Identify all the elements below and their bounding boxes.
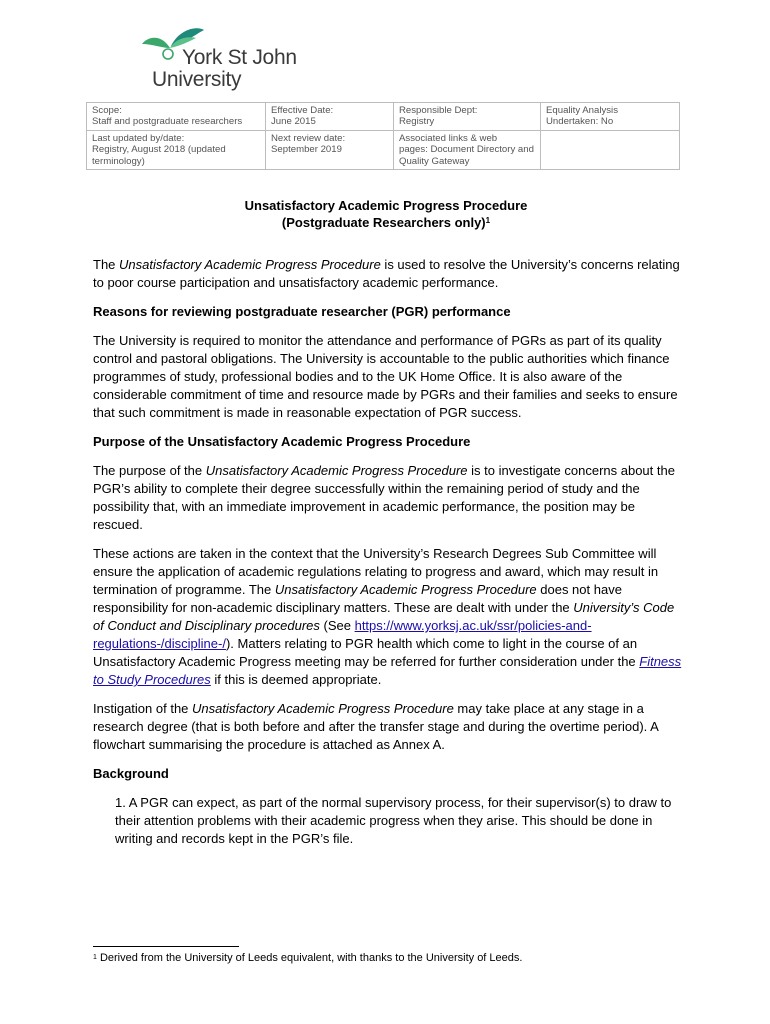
next-review-cell: [266, 130, 394, 169]
responsible-dept-cell: [394, 103, 541, 131]
empty-cell: [541, 130, 680, 169]
intro-emphasis: Unsatisfactory Academic Progress Procedure: [119, 257, 381, 272]
context-text-4: ). Matters relating to PGR health which come to light in the course of an Unsatisfactory Academic Progress meeting may be referred for further consideration under the: [93, 636, 640, 669]
associated-links-cell: [394, 130, 541, 169]
reasons-paragraph: The University is required to monitor the attendance and performance of PGRs as part of its quality control and pastoral obligations. The University is accountable to the public authorities which finance programmes of study, professional bodies and to the UK Home Office. It is also aware of the considerable commitment of time and resource made by PGRs and their families and seeks to ensure that such commitment is made in reasonable expectation of PGR success.: [93, 333, 678, 420]
scope-cell: [87, 103, 266, 131]
instigation-text-1: Instigation of the: [93, 701, 193, 716]
fitness-to-study-link-text: Fitness to Study Procedures: [93, 654, 682, 687]
instigation-text-2: may take place at any stage in a research degree (that is both before and after the transfer stage and during the overtime period). A flowchart summarising the procedure is attached as Annex A.: [93, 701, 659, 752]
effective-date-label: Effective Date:: [271, 105, 334, 116]
equality-analysis-value: Undertaken: No: [546, 116, 614, 128]
last-updated-cell: [87, 130, 266, 169]
responsible-dept-value: Registry: [399, 116, 435, 128]
next-review-label: Next review date:: [271, 132, 346, 144]
title-line2: [86, 214, 686, 231]
last-updated-label: Last updated by/date:: [92, 132, 185, 144]
scope-value: Staff and postgraduate researchers: [92, 116, 243, 128]
footnote-reference[interactable]: 1: [485, 216, 491, 225]
purpose-paragraph: [93, 462, 685, 534]
last-updated-value: Registry, August 2018 (updated terminology): [92, 144, 226, 167]
table-row: [87, 103, 680, 131]
purpose-emphasis: Unsatisfactory Academic Progress Procedure: [205, 463, 468, 478]
intro-text-2: is used to resolve the University’s concerns relating to poor course participation and unsatisfactory academic performance.: [93, 257, 680, 290]
footnote: [93, 951, 522, 965]
document-title: [86, 197, 686, 231]
document-metadata-table: [86, 102, 680, 170]
instigation-emphasis: Unsatisfactory Academic Progress Procedure: [192, 701, 454, 716]
instigation-paragraph: [93, 700, 685, 754]
discipline-policy-link[interactable]: https://www.yorksj.ac.uk/ssr/policies-and-regulations-/discipline-/: [93, 618, 592, 651]
reasons-heading: Reasons for reviewing postgraduate researcher (PGR) performance: [93, 304, 511, 319]
effective-date-value: June 2015: [271, 116, 316, 128]
background-heading: Background: [93, 766, 169, 781]
university-logo: [140, 24, 297, 94]
responsible-dept-label: Responsible Dept:: [399, 105, 478, 116]
logo-text-line2: University: [152, 68, 242, 91]
table-row: [87, 130, 680, 169]
context-emphasis-1: Unsatisfactory Academic Progress Procedure: [274, 582, 537, 597]
footnote-divider: [93, 946, 239, 947]
intro-paragraph: [93, 256, 685, 292]
purpose-heading: Purpose of the Unsatisfactory Academic Progress Procedure: [93, 434, 471, 449]
context-text-1: These actions are taken in the context that the University’s Research Degrees Sub Committee will ensure the application of academic regulations relating to progress and award, which may result in termination of programme. The: [93, 546, 659, 597]
purpose-text-1: The purpose of the: [93, 463, 206, 478]
equality-analysis-label: Equality Analysis: [546, 105, 618, 116]
context-text-2: does not have responsibility for non-academic disciplinary matters. These are dealt with under the: [93, 582, 622, 615]
context-text-5: if this is deemed appropriate.: [210, 672, 382, 687]
next-review-value: September 2019: [271, 144, 342, 156]
title-line2-text: (Postgraduate Researchers only): [281, 215, 486, 230]
footnote-number: 1: [93, 954, 97, 961]
document-body: [93, 256, 685, 859]
purpose-text-2: is to investigate concerns about the PGR’s ability to complete their degree successfully within the remaining period of study and the possibility that, with an immediate improvement in academic performance, the position may be rescued.: [93, 463, 675, 532]
equality-analysis-cell: [541, 103, 680, 131]
list-item: 1. A PGR can expect, as part of the normal supervisory process, for their supervisor(s) to draw to their attention problems with their academic progress when they arise. This should be done in writing and records kept in the PGR’s file.: [115, 795, 672, 846]
logo-text-line1: York St John: [182, 46, 297, 69]
context-paragraph: [93, 545, 685, 689]
context-emphasis-2: University’s Code of Conduct and Disciplinary procedures: [93, 600, 675, 633]
footnote-text: Derived from the University of Leeds equivalent, with thanks to the University of Leeds.: [96, 952, 523, 964]
title-line1: Unsatisfactory Academic Progress Procedure: [244, 198, 528, 213]
intro-text-1: The: [93, 257, 120, 272]
effective-date-cell: [266, 103, 394, 131]
associated-links-label: Associated links & web: [399, 132, 498, 144]
context-text-3: (See: [319, 618, 355, 633]
scope-label: Scope:: [92, 105, 122, 116]
associated-links-value: pages: Document Directory and Quality Gateway: [399, 144, 534, 167]
